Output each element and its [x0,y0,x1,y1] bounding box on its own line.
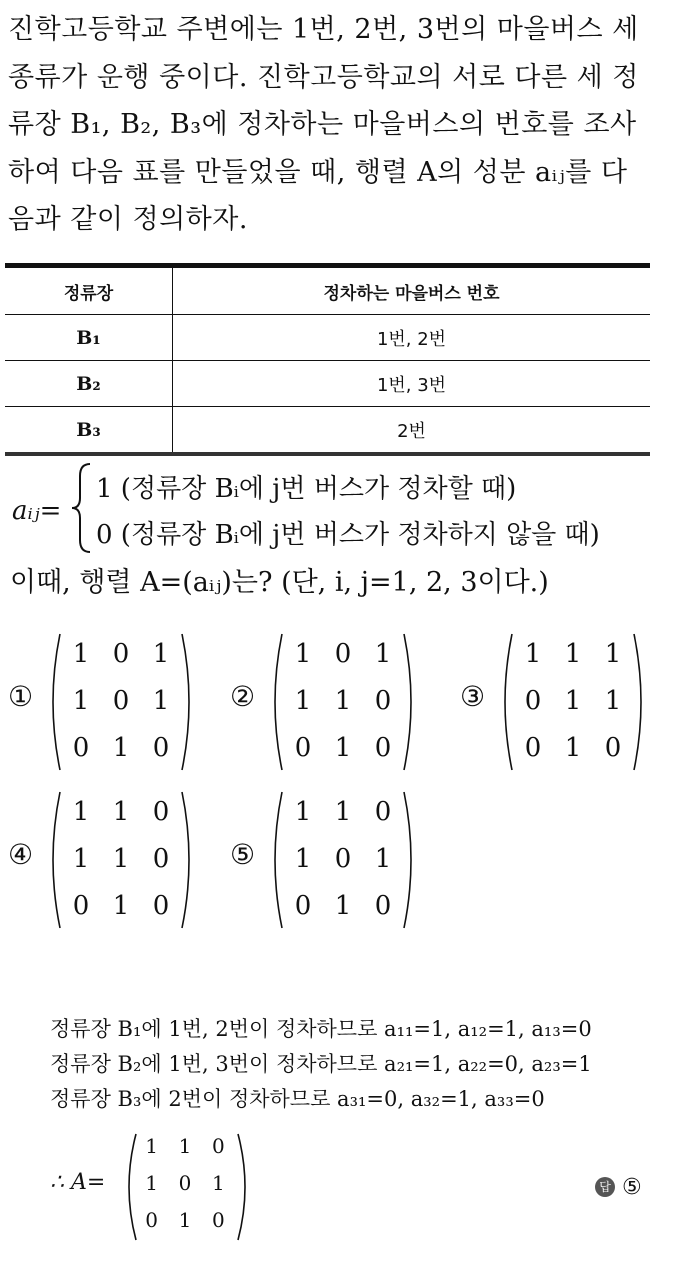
matrix-cell: 0 [152,732,170,763]
matrix-cell: 1 [604,639,622,670]
matrix-cell: 1 [374,639,392,670]
matrix-cell: 1 [294,639,312,670]
matrix-cell: 1 [72,797,90,828]
problem-line: 하여 다음 표를 만들었을 때, 행렬 A의 성분 aᵢⱼ를 다 [8,156,628,188]
matrix-cell: 1 [112,732,130,763]
matrix-cell: 1 [72,639,90,670]
piecewise-definition [10,458,670,558]
option-matrix [268,790,418,930]
option-number: ③ [460,680,486,713]
matrix-cell: 0 [112,639,130,670]
matrix-cell: 1 [178,1207,192,1232]
solution-matrix [122,1132,252,1242]
column-header-stop: 정류장 [5,266,173,315]
matrix-cell: 0 [524,686,542,716]
matrix-cell: 0 [211,1134,225,1159]
matrix-cell: 0 [374,797,392,828]
matrix-cell: 1 [211,1171,225,1195]
option-number: ② [230,680,256,713]
matrix-cell: 1 [145,1171,159,1195]
buses-cell: 2번 [173,407,651,455]
table-header-row [5,266,650,315]
matrix-cell: 1 [374,844,392,874]
matrix-cell: 1 [112,797,130,828]
problem-line: 종류가 운행 중이다. 진학고등학교의 서로 다른 세 정 [8,61,639,93]
matrix-cell: 0 [334,639,352,670]
matrix-cell: 0 [374,890,392,921]
option-number: ① [8,680,34,713]
matrix-cell: 1 [112,844,130,874]
matrix-cell: 0 [524,732,542,763]
matrix-cell: 1 [112,890,130,921]
matrix-cell: 0 [72,732,90,763]
left-brace-icon [70,462,92,554]
solution [50,1012,592,1117]
therefore-label: ∴ A= [50,1170,106,1195]
column-header-buses: 정차하는 마을버스 번호 [173,266,651,315]
matrix-cell: 1 [564,732,582,763]
matrix-cell: 1 [178,1134,192,1159]
solution-result [50,1132,350,1242]
matrix-cell: 0 [152,890,170,921]
stop-cell: B₃ [5,407,173,455]
matrix-cell: 1 [152,686,170,716]
option-1[interactable] [8,632,238,772]
solution-line: 정류장 B₃에 2번이 정차하므로 a₃₁=0, a₃₂=1, a₃₃=0 [50,1087,545,1111]
answer-badge: 답 [595,1177,615,1197]
matrix-cell: 1 [145,1134,159,1159]
option-2[interactable] [230,632,460,772]
solution-line: 정류장 B₁에 1번, 2번이 정차하므로 a₁₁=1, a₁₂=1, a₁₃=0 [50,1017,592,1041]
matrix-cell: 1 [72,686,90,716]
matrix-cell: 0 [72,890,90,921]
matrix-cell: 1 [334,890,352,921]
matrix-cell: 0 [334,844,352,874]
table-row [5,361,650,407]
answer [595,1175,642,1200]
problem-statement [8,6,658,244]
buses-cell: 1번, 3번 [173,361,651,407]
stop-cell: B₁ [5,315,173,361]
matrix-cell: 1 [334,732,352,763]
stop-cell: B₂ [5,361,173,407]
matrix-cell: 1 [524,639,542,670]
matrix-cell: 0 [211,1207,225,1232]
option-matrix [268,632,418,772]
table-row [5,407,650,455]
definition-lhs: aᵢⱼ= [12,496,62,526]
matrix-cell: 0 [145,1207,159,1232]
matrix-cell: 1 [334,686,352,716]
option-number: ⑤ [230,838,256,871]
option-5[interactable] [230,790,460,930]
matrix-cell: 1 [564,639,582,670]
matrix-cell: 1 [72,844,90,874]
definition-case-2: 0 (정류장 Bᵢ에 j번 버스가 정차하지 않을 때) [96,520,600,550]
matrix-cell: 0 [374,686,392,716]
answer-value: ⑤ [622,1175,642,1200]
option-4[interactable] [8,790,238,930]
matrix-cell: 1 [294,797,312,828]
matrix-cell: 0 [152,844,170,874]
buses-cell: 1번, 2번 [173,315,651,361]
matrix-cell: 0 [374,732,392,763]
matrix-cell: 1 [152,639,170,670]
matrix-cell: 1 [294,844,312,874]
definition-case-1: 1 (정류장 Bᵢ에 j번 버스가 정차할 때) [96,474,517,504]
bus-stop-table [5,263,650,456]
problem-line: 류장 B₁, B₂, B₃에 정차하는 마을버스의 번호를 조사 [8,109,637,140]
matrix-cell: 0 [178,1171,192,1195]
matrix-cell: 0 [294,732,312,763]
problem-line: 진학고등학교 주변에는 1번, 2번, 3번의 마을버스 세 [8,14,639,45]
table-row [5,315,650,361]
matrix-cell: 0 [294,890,312,921]
matrix-cell: 1 [294,686,312,716]
option-matrix [498,632,648,772]
solution-line: 정류장 B₂에 1번, 3번이 정차하므로 a₂₁=1, a₂₂=0, a₂₃=1 [50,1052,592,1076]
option-matrix [46,632,196,772]
matrix-cell: 0 [604,732,622,763]
option-3[interactable] [460,632,690,772]
option-matrix [46,790,196,930]
option-number: ④ [8,838,34,871]
matrix-cell: 1 [334,797,352,828]
matrix-cell: 0 [112,686,130,716]
matrix-cell: 1 [604,686,622,716]
problem-line: 음과 같이 정의하자. [8,204,248,235]
matrix-cell: 1 [564,686,582,716]
matrix-cell: 0 [152,797,170,828]
question-text: 이때, 행렬 A=(aᵢⱼ)는? (단, i, j=1, 2, 3이다.) [10,567,549,598]
